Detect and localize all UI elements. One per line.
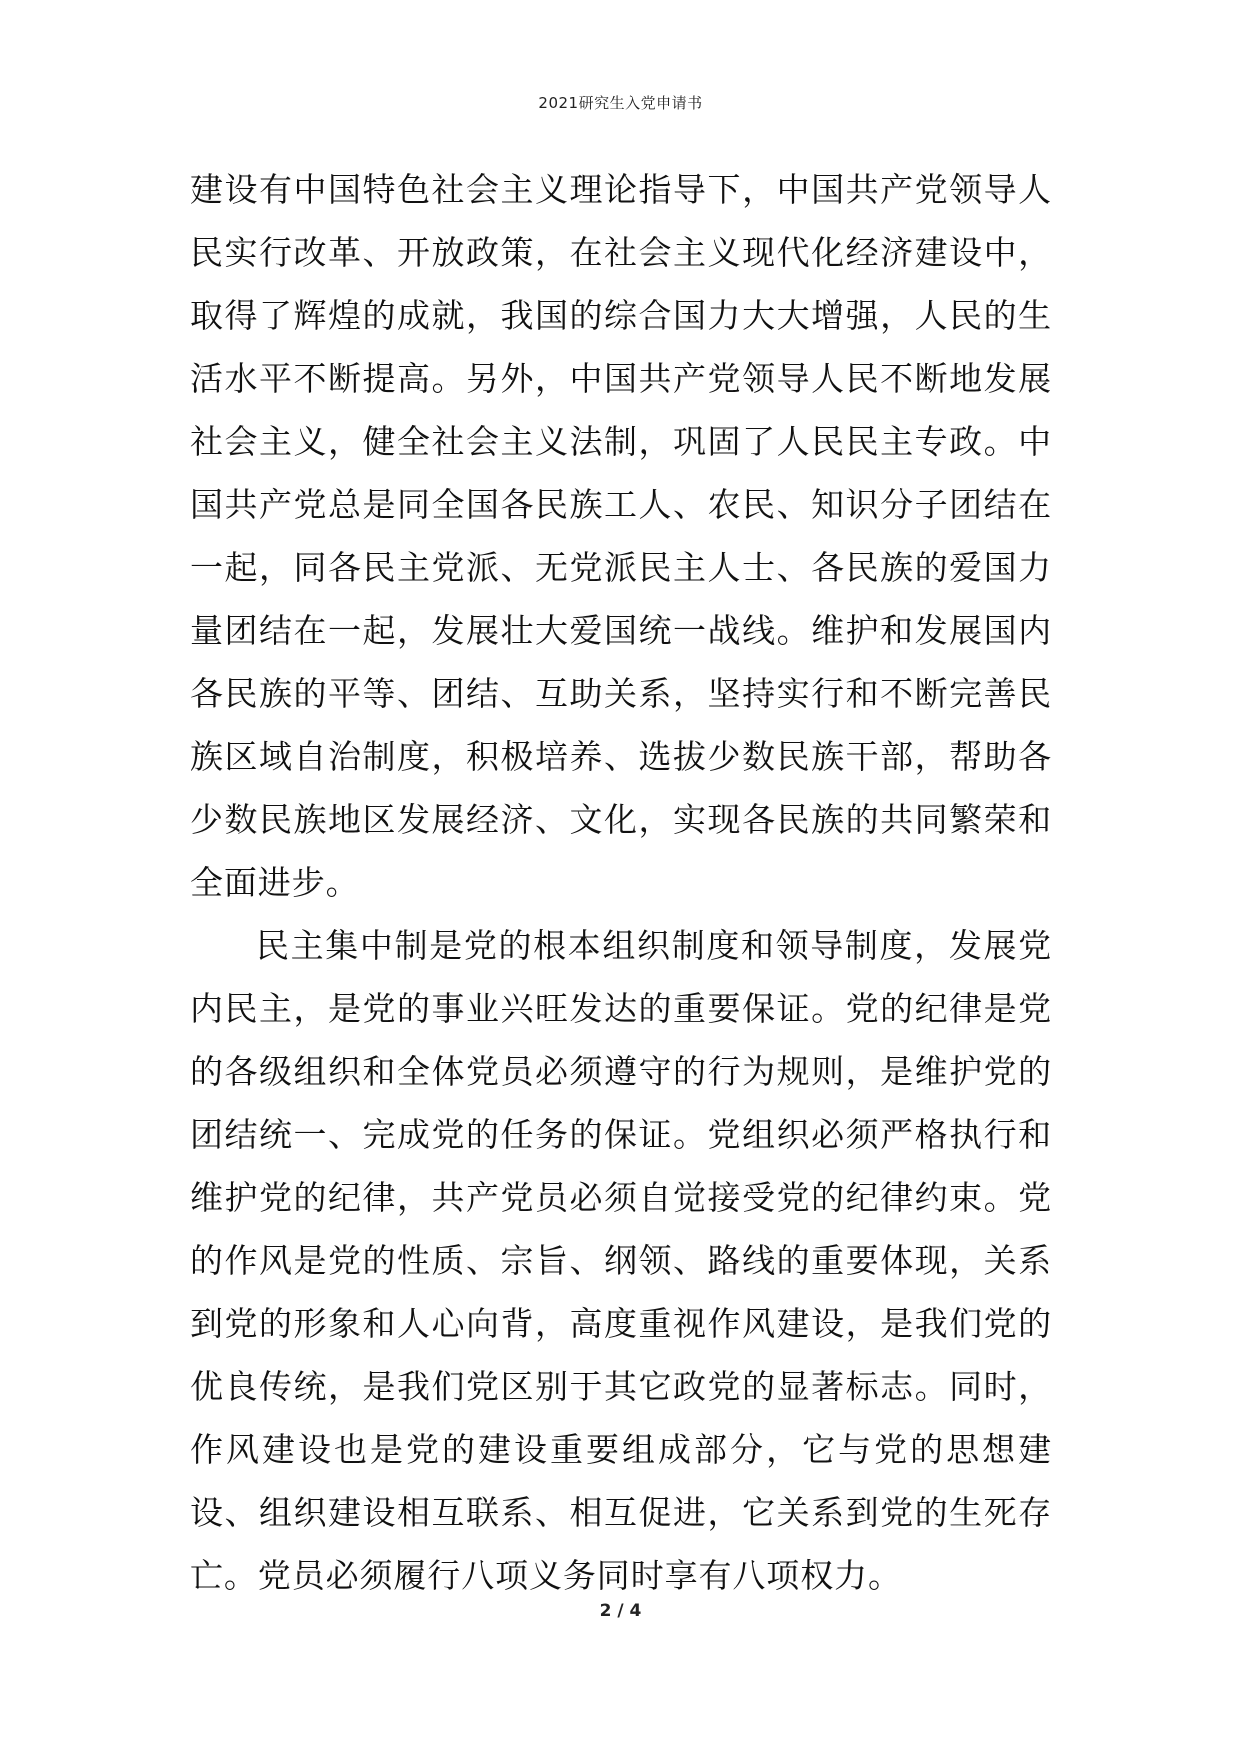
paragraph-democratic-centralism: 民主集中制是党的根本组织制度和领导制度，发展党内民主，是党的事业兴旺发达的重要保证。党的纪律是党的各级组织和全体党员必须遵守的行为规则，是维护党的团结统一、完成党的任务的保证。党组织必须严格执行和维护党的纪律，共产党员必须自觉接受党的纪律约束。党的作风是党的性质、宗旨、纲领、路线的重要体现，关系到党的形象和人心向背，高度重视作风建设，是我们党的优良传统，是我们党区别于其它政党的显著标志。同时，作风建设也是党的建设重要组成部分，它与党的思想建设、组织建设相互联系、相互促进，它关系到党的生死存亡。党员必须履行八项义务同时享有八项权力。 — [190, 926, 1052, 1595]
body-text — [190, 158, 1052, 1607]
paragraph-continued: 建设有中国特色社会主义理论指导下，中国共产党领导人民实行改革、开放政策，在社会主义现代化经济建设中，取得了辉煌的成就，我国的综合国力大大增强，人民的生活水平不断提高。另外，中国共产党领导人民不断地发展社会主义，健全社会主义法制，巩固了人民民主专政。中国共产党总是同全国各民族工人、农民、知识分子团结在一起，同各民主党派、无党派民主人士、各民族的爱国力量团结在一起，发展壮大爱国统一战线。维护和发展国内各民族的平等、团结、互助关系，坚持实行和不断完善民族区域自治制度，积极培养、选拔少数民族干部，帮助各少数民族地区发展经济、文化，实现各民族的共同繁荣和全面进步。 — [190, 170, 1052, 902]
running-header: 2021研究生入党申请书 — [538, 94, 703, 112]
page-number: 2 / 4 — [599, 1601, 642, 1621]
